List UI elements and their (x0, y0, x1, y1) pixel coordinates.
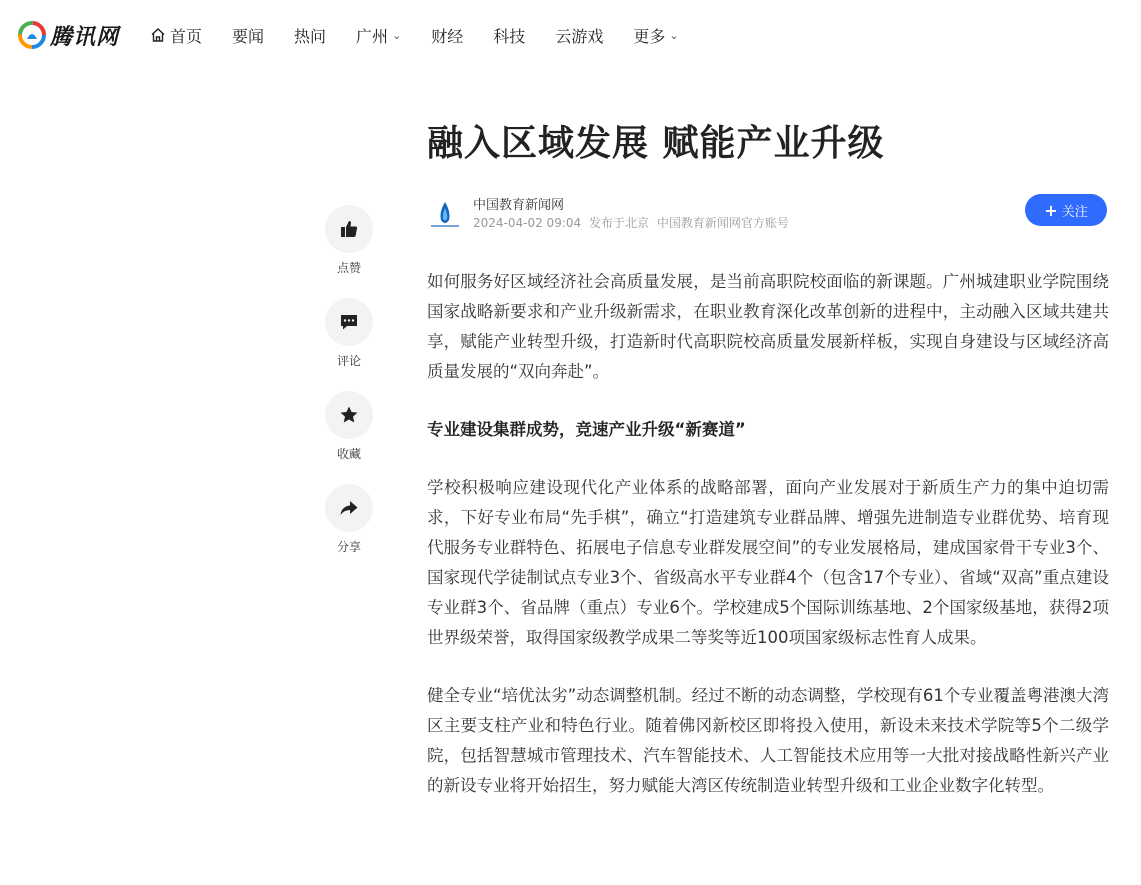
nav-item-label: 要闻 (232, 26, 265, 46)
share-icon (339, 498, 359, 518)
article-actions (325, 205, 373, 577)
nav-item-label: 财经 (431, 26, 464, 46)
like-label: 点赞 (336, 261, 361, 275)
comment-label: 评论 (336, 354, 361, 368)
nav-item-tech[interactable] (493, 24, 525, 47)
nav-item-label: 云游戏 (555, 26, 604, 46)
main-nav (150, 23, 709, 47)
nav-item-guangzhou[interactable] (356, 24, 401, 47)
nav-item-cloud-gaming[interactable] (555, 24, 603, 47)
chevron-down-icon: ⌄ (669, 28, 679, 42)
comment-action (325, 298, 373, 369)
share-action (325, 484, 373, 555)
article (427, 118, 1109, 829)
favorite-label: 收藏 (336, 447, 361, 461)
nav-item-more[interactable] (633, 24, 678, 47)
home-icon (150, 27, 166, 43)
nav-item-label: 热问 (294, 26, 327, 46)
comment-icon (339, 312, 359, 332)
article-title: 融入区域发展 赋能产业升级 (427, 123, 885, 164)
thumbs-up-icon (339, 219, 359, 239)
chevron-down-icon: ⌄ (392, 28, 402, 42)
site-logo[interactable] (18, 20, 119, 50)
article-body (427, 267, 1109, 801)
nav-item-label: 科技 (493, 26, 526, 46)
nav-item-label: 首页 (170, 26, 203, 46)
share-label: 分享 (336, 540, 361, 554)
site-name: 腾讯网 (50, 24, 120, 50)
author-name[interactable]: 中国教育新闻网 (473, 198, 565, 213)
author-avatar[interactable] (427, 198, 463, 234)
article-paragraph: 健全专业“培优汰劣”动态调整机制。经过不断的动态调整，学校现有61个专业覆盖粤港澳大湾区主要支柱产业和特色行业。随着佛冈新校区即将投入使用，新设未来技术学院等5个二级学院，包括智慧城市管理技术、汽车智能技术、人工智能技术应用等一大批对接战略性新兴产业的新设专业将开始招生，努力赋能大湾区传统制造业转型升级和工业企业数字化转型。 (427, 686, 1109, 795)
publish-location: 发布于北京 (588, 216, 649, 230)
nav-item-home[interactable] (150, 24, 202, 47)
plus-icon: + (1044, 200, 1058, 220)
nav-item-label: 更多 (633, 26, 666, 46)
follow-label: 关注 (1061, 204, 1088, 220)
like-action (325, 205, 373, 276)
share-button[interactable] (325, 484, 373, 532)
publish-datetime: 2024-04-02 09:04 (473, 216, 582, 230)
favorite-action (325, 391, 373, 462)
nav-item-label: 广州 (356, 26, 389, 46)
favorite-button[interactable] (325, 391, 373, 439)
follow-button[interactable] (1025, 194, 1107, 226)
author-bar (427, 194, 1109, 244)
nav-item-hot-questions[interactable] (294, 24, 326, 47)
nav-item-finance[interactable] (431, 24, 463, 47)
tencent-logo-icon (18, 21, 46, 49)
article-paragraph: 学校积极响应建设现代化产业体系的战略部署，面向产业发展对于新质生产力的集中迫切需求，下好专业布局“先手棋”，确立“打造建筑专业群品牌、增强先进制造专业群优势、培育现代服务专业群特色、拓展电子信息专业群发展空间”的专业发展格局，建成国家骨干专业3个、国家现代学徒制试点专业3个、省级高水平专业群4个（包含17个专业）、省域“双高”重点建设专业群3个、省品牌（重点）专业6个。学校建成5个国际训练基地、2个国家级基地，获得2项世界级荣誉，取得国家级教学成果二等奖等近100项国家级标志性育人成果。 (427, 478, 1109, 647)
author-account: 中国教育新闻网官方账号 (656, 216, 789, 230)
star-icon (339, 405, 359, 425)
nav-item-news[interactable] (232, 24, 264, 47)
top-navbar (0, 0, 1141, 70)
article-paragraph: 如何服务好区域经济社会高质量发展，是当前高职院校面临的新课题。广州城建职业学院围绕国家战略新要求和产业升级新需求，在职业教育深化改革创新的进程中，主动融入区域共建共享，赋能产业转型升级，打造新时代高职院校高质量发展新样板，实现自身建设与区域经济高质量发展的“双向奔赴”。 (427, 272, 1109, 381)
comment-button[interactable] (325, 298, 373, 346)
like-button[interactable] (325, 205, 373, 253)
author-meta (473, 214, 793, 231)
article-subheading: 专业建设集群成势，竞速产业升级“新赛道” (427, 420, 746, 439)
